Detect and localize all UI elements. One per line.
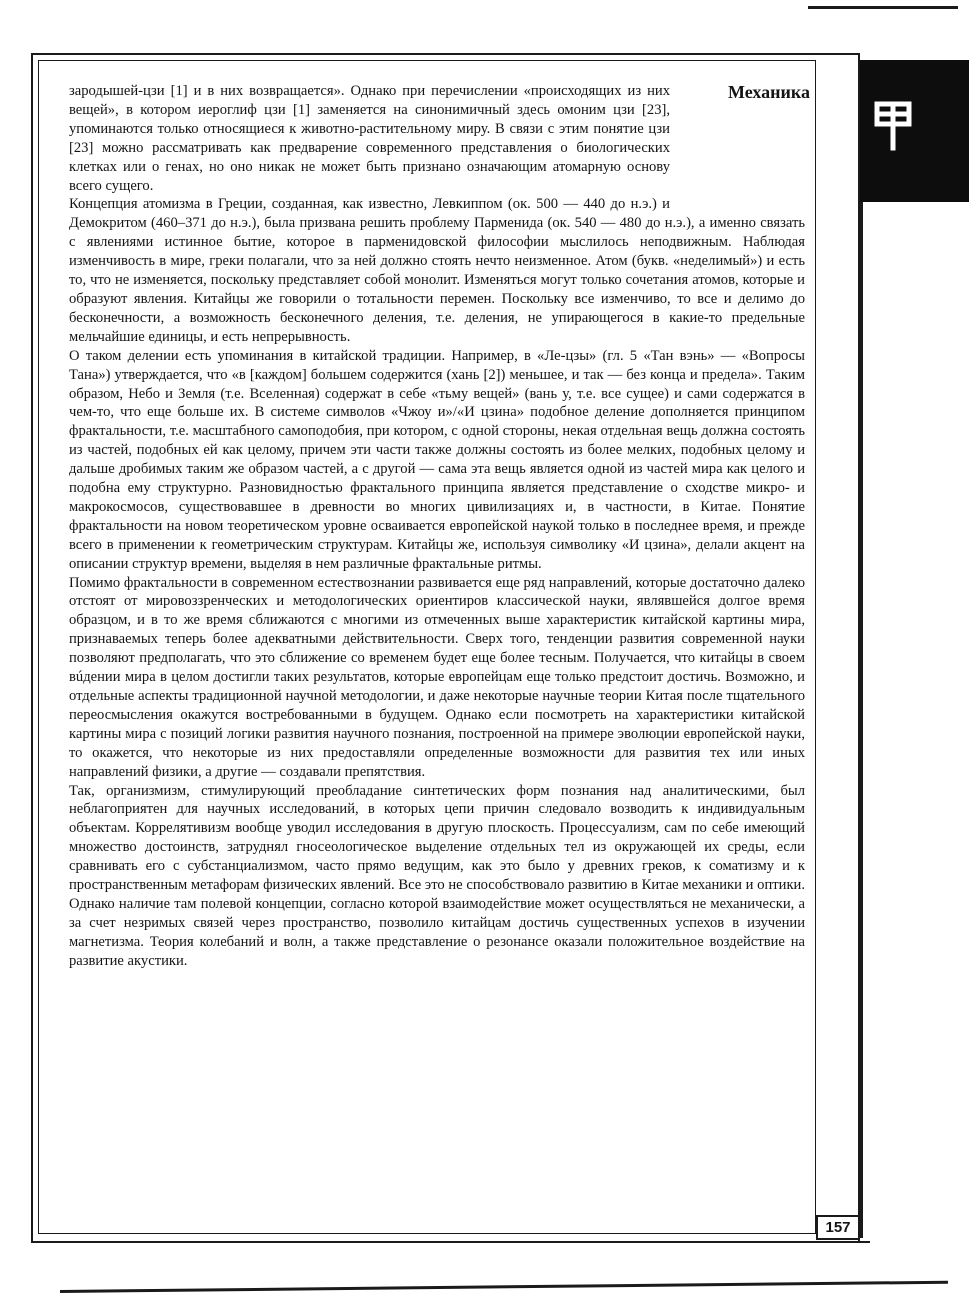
section-title: Механика: [728, 82, 810, 102]
chinese-character-jia-icon: [873, 98, 913, 152]
paragraph: Концепция атомизма в Греции, созданная, как известно, Левкиппом (ок. 500 — 440 до н.э.) и Демокритом (460–371 до н.э.), была призвана решить проблему Парменида (ок. 540 — 480 до н.э.), а именно связать с явлениями истинное бытие, которое в парменидовской философии мыслилось неподвижным. Наблюдая изменчивость в мире, греки полагали, что за ней должно стоять нечто неизменное. Атом (букв. «неделимый») и есть то, что не изменяется, поскольку представляет собой монолит. Изменяться могут только сочетания атомов, которые и образуют явления. Китайцы же говорили о тотальности перемен. Поскольку все изменчиво, то все и делимо до бесконечности, а возможность бесконечного деления, т.е. деления, не упирающегося в какие-то предельные мельчайшие единицы, и есть непрерывность.: [69, 196, 805, 345]
body-text: [69, 82, 805, 971]
frame-bottom-rule: [60, 1241, 870, 1243]
section-tab-strip: [860, 202, 969, 1238]
paragraph: зародышей-цзи [1] и в них возвращается». Однако при перечислении «происходящих из них вещей», в котором иероглиф цзи [1] заменяется на синонимичный здесь омоним цзи [23], упоминаются только относящиеся к животно-растительному миру. В связи с этим понятие цзи [23] можно рассматривать как предварение современного представления о биологических клетках или о генах, но оно никак не может быть признано означающим атомарную основу всего сущего.: [69, 83, 670, 194]
paragraph: Так, организмизм, стимулирующий преобладание синтетических форм познания над аналитическими, был неблагоприятен для научных исследований, в которых цепи причин следовало возводить к индивидуальным объектам. Коррелятивизм вообще уводил исследования в другую плоскость. Процессуализм, сам по себе имеющий множество достоинств, затруднял гносеологическое выделение отдельных тел из окружающей их среды, если сравнивать его с субстанциализмом, часто прямо ведущим, как это было у древних греков, к соматизму и к пространственным метафорам физических явлений. Все это не способствовало развитию в Китае механики и оптики. Однако наличие там полевой концепции, согласно которой взаимодействие может осуществляться не механически, а за счет незримых связей через пространство, позволило китайцам достичь существенных успехов в изучении магнетизма. Теория колебаний и волн, а также представление о резонансе оказали положительное воздействие на развитие акустики.: [69, 782, 805, 969]
paragraph: О таком делении есть упоминания в китайской традиции. Например, в «Ле-цзы» (гл. 5 «Тан вэнь» — «Вопросы Тана») утверждается, что «в [каждом] большем содержится (хань [2]) меньшее, и так — без конца и предела». Таким образом, Небо и Земля (т.е. Вселенная) содержат в себе «тьму вещей» (вань у, т.е. все сущее) и сами содержатся в чем-то, что еще больше их. В системе символов «Чжоу и»/«И цзина» подобное деление дополняется принципом фрактальности, т.е. масштабного самоподобия, при котором, с одной стороны, некая отдельная вещь должна состоять из частей, подобных ей как целому, причем эти части также должны состоять из более мелких, подобных целому и дальше дробимых таким же образом частей, а с другой — сама эта вещь является одной из частей мира как целого и подобна ему структурно. Разновидностью фрактального принципа является представление о сходстве микро- и макрокосмосов, существовавшее в древности во многих цивилизациях и, в частности, в Китае. Понятие фрактальности на новом теоретическом уровне осваивается европейской наукой только в последнее время, и прежде всего в применении к геометрическим структурам. Китайцы же, используя символику «И цзина», делали акцент на описании структур времени, выделяя в нем различные фрактальные ритмы.: [69, 347, 805, 572]
top-rule: [808, 6, 958, 9]
bottom-rule: [60, 1281, 948, 1293]
title-spacer: [670, 82, 805, 208]
paragraph: Помимо фрактальности в современном естествознании развивается еще ряд направлений, которые достаточно далеко отстоят от мировоззренческих и методологических ориентиров классической науки, являвшейся долгое время образцом, и в то же время сближаются с многими из отмеченных выше характеристик китайской картины мира, признаваемых теперь более адекватными действительности. Сверх того, тенденции развития современной науки позволяют предполагать, что это сближение со временем будет еще более тесным. Получается, что китайцы в своем вúдении мира в целом достигли таких результатов, которые европейцам еще только предстоит достичь. Возможно, и отдельные аспекты традиционной научной методологии, и даже некоторые научные теории Китая после тщательного переосмысления окажутся востребованными в будущем. Однако если посмотреть на характеристики китайской картины мира с позиций логики развития научного познания, построенной на примере эволюции европейской науки, то окажется, что некоторые из них предоставляли определенные возможности для развития тех или иных направлений физики, а другие — создавали препятствия.: [69, 574, 805, 780]
page-number: 157: [816, 1215, 860, 1240]
